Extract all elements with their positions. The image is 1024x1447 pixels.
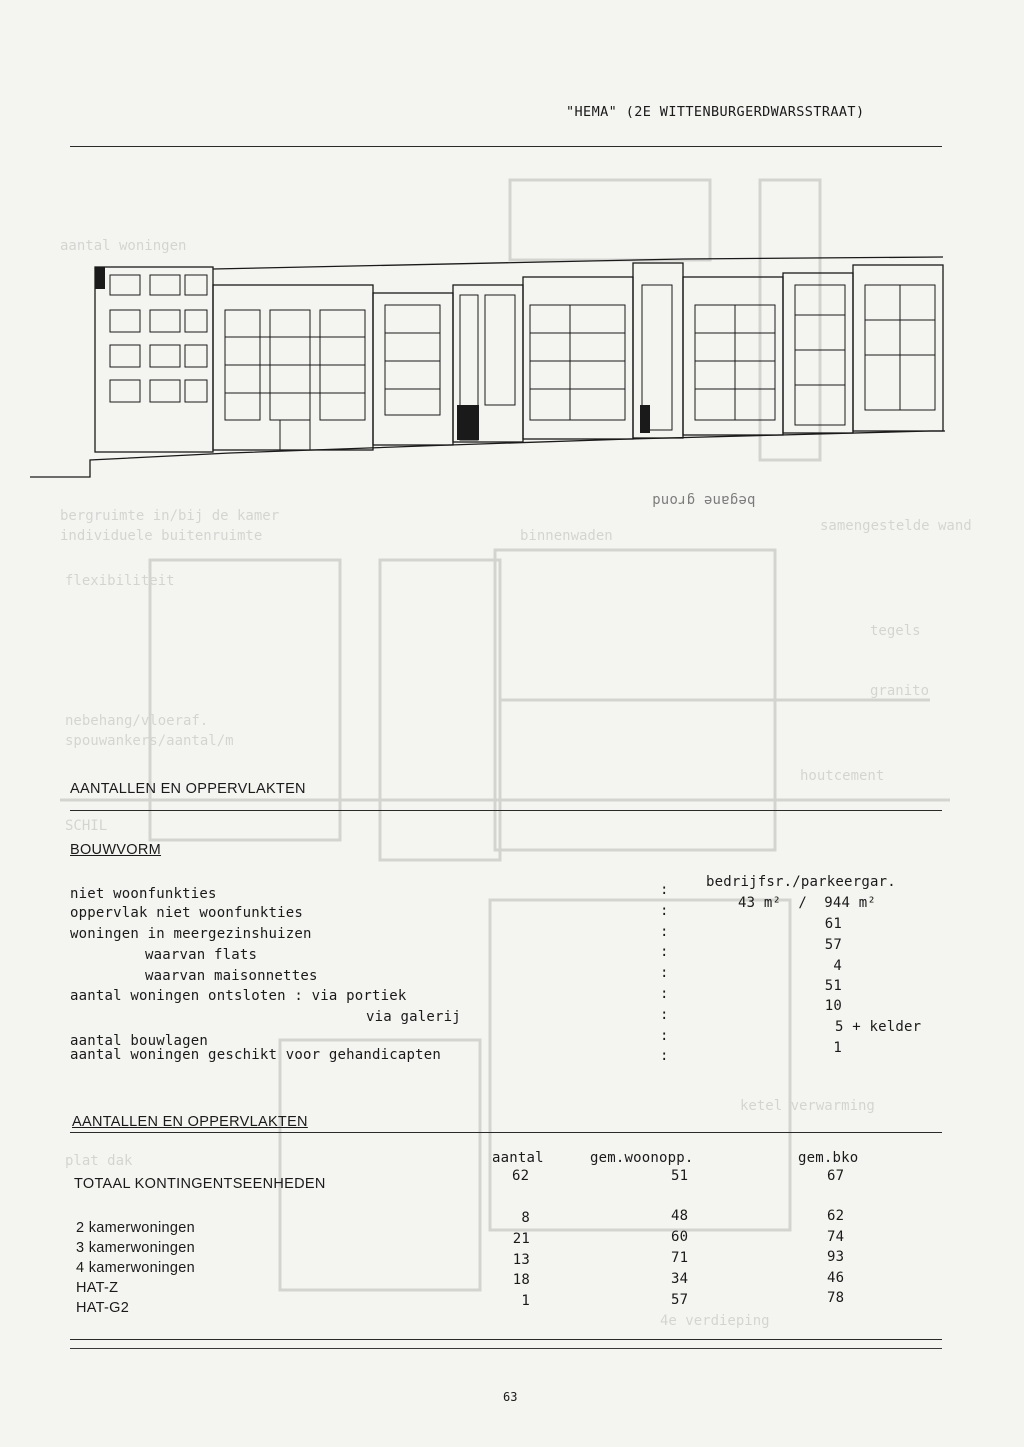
drawing-label: begane grond	[652, 492, 756, 508]
table-cell-woonopp: 34	[671, 1271, 689, 1287]
building-elevation-drawing	[30, 255, 950, 485]
svg-text:4e verdieping: 4e verdieping	[660, 1313, 770, 1329]
total-woonopp: 51	[671, 1168, 689, 1184]
section1-subtitle: BOUWVORM	[70, 842, 162, 858]
value-meergezinshuizen: 61	[824, 916, 842, 932]
column-header-aantal: aantal	[492, 1150, 544, 1166]
svg-text:plat dak: plat dak	[65, 1153, 133, 1169]
row-label-bouwlagen: aantal bouwlagen	[70, 1033, 209, 1049]
value-bouwlagen: 5 + kelder	[835, 1019, 922, 1035]
table-cell-aantal: 18	[512, 1272, 530, 1288]
row-label-flats: waarvan flats	[145, 947, 258, 963]
value-niet-woonfunkties: bedrijfsr./parkeergar.	[706, 874, 896, 890]
table-row-label: 2 kamerwoningen	[76, 1220, 195, 1236]
row-label-meergezinshuizen: woningen in meergezinshuizen	[70, 926, 312, 942]
svg-text:bergruimte in/bij de kamer: bergruimte in/bij de kamer	[60, 508, 280, 524]
svg-text:spouwankers/aantal/m: spouwankers/aantal/m	[65, 733, 234, 749]
table-row-label: 3 kamerwoningen	[76, 1240, 195, 1256]
table-cell-bko: 78	[827, 1290, 845, 1306]
table-cell-aantal: 8	[521, 1210, 530, 1226]
table-cell-woonopp: 57	[671, 1292, 689, 1308]
section1-title: AANTALLEN EN OPPERVLAKTEN	[70, 781, 306, 797]
colon-column: : : : : : : : : :	[660, 882, 669, 1065]
table-cell-bko: 93	[827, 1249, 845, 1265]
table-cell-woonopp: 48	[671, 1208, 689, 1224]
table-row-label: HAT-G2	[76, 1300, 130, 1316]
column-header-bko: gem.bko	[798, 1150, 859, 1166]
table-cell-woonopp: 60	[671, 1229, 689, 1245]
table-cell-bko: 74	[827, 1229, 845, 1245]
svg-text:flexibiliteit: flexibiliteit	[65, 573, 175, 589]
table-cell-aantal: 13	[512, 1252, 530, 1268]
row-label-galerij: via galerij	[366, 1009, 461, 1025]
value-maisonnettes: 4	[833, 958, 842, 974]
table-cell-aantal: 1	[521, 1293, 530, 1309]
table-cell-bko: 46	[827, 1270, 845, 1286]
row-label-niet-woonfunkties: niet woonfunkties	[70, 886, 217, 902]
section2-title: AANTALLEN EN OPPERVLAKTEN	[72, 1114, 308, 1130]
footer-rule-lower	[70, 1348, 942, 1349]
row-label-maisonnettes: waarvan maisonnettes	[145, 968, 318, 984]
total-label: TOTAAL KONTINGENTSEENHEDEN	[74, 1176, 326, 1192]
row-label-ontsloten: aantal woningen ontsloten : via portiek	[70, 988, 407, 1004]
header-rule	[70, 146, 942, 147]
svg-text:tegels: tegels	[870, 623, 921, 639]
table-row-label: HAT-Z	[76, 1280, 119, 1296]
value-galerij: 10	[824, 998, 842, 1014]
section2-rule	[70, 1132, 942, 1133]
row-label-oppervlak: oppervlak niet woonfunkties	[70, 905, 303, 921]
value-flats: 57	[824, 937, 842, 953]
page-header-title: "HEMA" (2E WITTENBURGERDWARSSTRAAT)	[566, 104, 865, 120]
table-cell-aantal: 21	[512, 1231, 530, 1247]
svg-text:samengestelde wand: samengestelde wand	[820, 518, 972, 534]
svg-text:houtcement: houtcement	[800, 768, 885, 784]
table-cell-woonopp: 71	[671, 1250, 689, 1266]
value-gehandicapten: 1	[833, 1040, 842, 1056]
section1-rule	[70, 810, 942, 811]
svg-text:individuele buitenruimte: individuele buitenruimte	[60, 528, 263, 544]
svg-text:nebehang/vloeraf.: nebehang/vloeraf.	[65, 713, 209, 729]
table-row-label: 4 kamerwoningen	[76, 1260, 195, 1276]
svg-text:ketel verwarming: ketel verwarming	[740, 1098, 875, 1114]
svg-text:aantal woningen: aantal woningen	[60, 238, 187, 254]
svg-text:granito: granito	[870, 683, 930, 699]
svg-text:binnenwaden: binnenwaden	[520, 528, 613, 544]
value-portiek: 51	[824, 978, 842, 994]
row-label-gehandicapten: aantal woningen geschikt voor gehandicapten	[70, 1047, 442, 1063]
column-header-woonopp: gem.woonopp.	[590, 1150, 694, 1166]
footer-rule-upper	[70, 1339, 942, 1340]
value-oppervlak: 43 m² / 944 m²	[738, 895, 877, 911]
table-cell-bko: 62	[827, 1208, 845, 1224]
svg-text:SCHIL: SCHIL	[65, 818, 108, 834]
total-bko: 67	[827, 1168, 845, 1184]
page-number: 63	[503, 1390, 518, 1404]
total-aantal: 62	[512, 1168, 530, 1184]
